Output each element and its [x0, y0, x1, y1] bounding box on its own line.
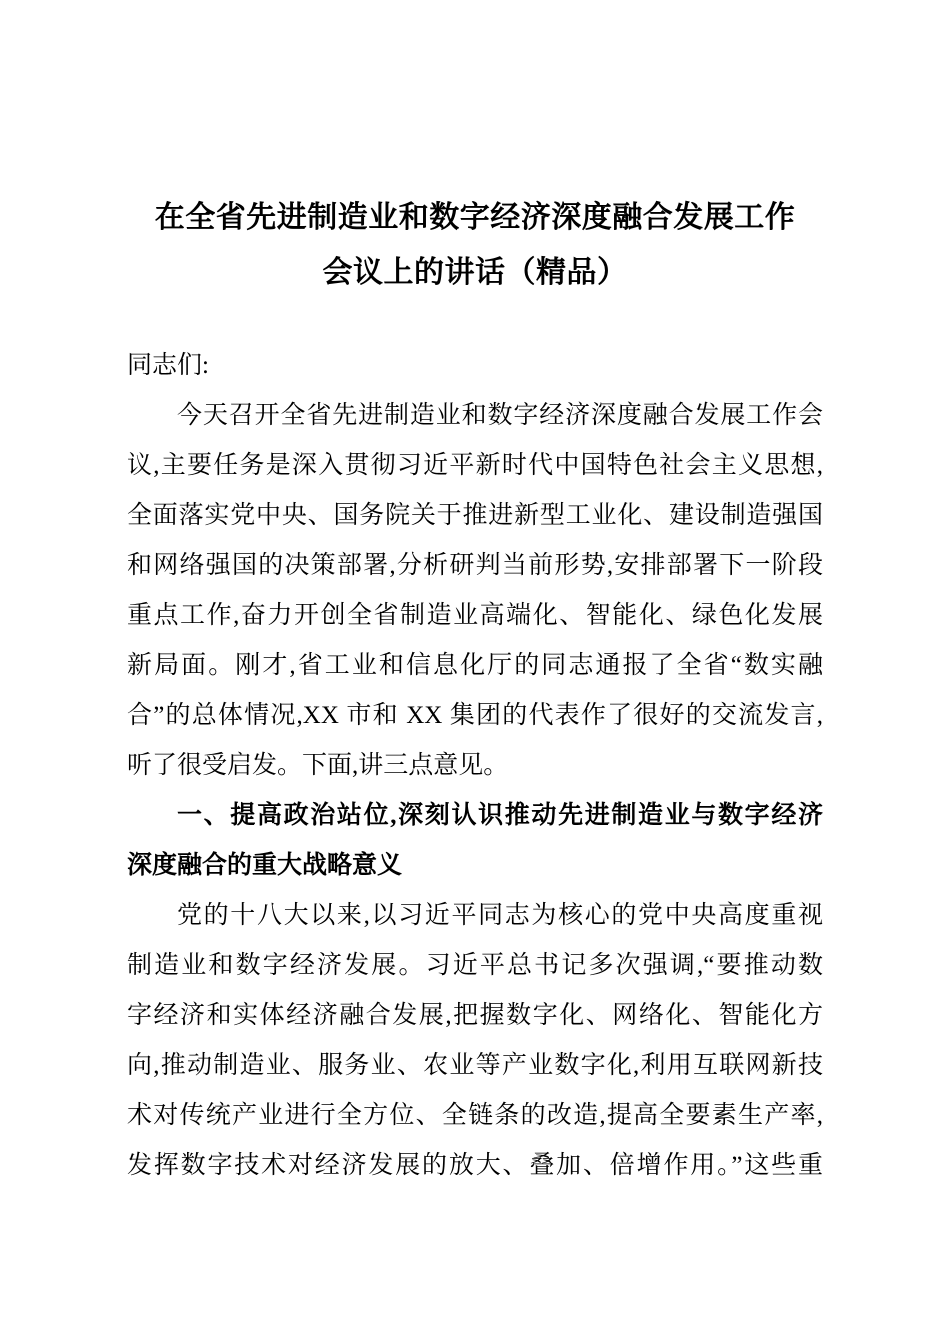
- text-line: 议,主要任务是深入贯彻习近平新时代中国特色社会主义思想,: [127, 452, 823, 479]
- text-line: 重点工作,奋力开创全省制造业高端化、智能化、绿色化发展: [127, 602, 823, 629]
- text-line: 制造业和数字经济发展。习近平总书记多次强调,“要推动数: [127, 952, 823, 979]
- document-body: [127, 341, 823, 1191]
- text-line: 同志们:: [127, 352, 209, 379]
- text-line: 今天召开全省先进制造业和数字经济深度融合发展工作会: [177, 402, 823, 429]
- text-line: 党的十八大以来,以习近平同志为核心的党中央高度重视: [177, 902, 823, 929]
- text-line: 向,推动制造业、服务业、农业等产业数字化,利用互联网新技: [127, 1052, 823, 1079]
- text-line: 发挥数字技术对经济发展的放大、叠加、倍增作用。”这些重: [127, 1152, 823, 1179]
- paragraph: [127, 391, 823, 791]
- section-heading: [127, 791, 823, 891]
- text-line: 深度融合的重大战略意义: [127, 852, 403, 879]
- text-line: 新局面。刚才,省工业和信息化厅的同志通报了全省“数实融: [127, 652, 823, 679]
- text-line: 和网络强国的决策部署,分析研判当前形势,安排部署下一阶段: [127, 552, 823, 579]
- text-line: 全面落实党中央、国务院关于推进新型工业化、建设制造强国: [127, 502, 823, 529]
- paragraph: [127, 891, 823, 1191]
- text-line: 字经济和实体经济融合发展,把握数字化、网络化、智能化方: [127, 1002, 823, 1029]
- text-line: 术对传统产业进行全方位、全链条的改造,提高全要素生产率,: [127, 1102, 823, 1129]
- text-line: 一、提高政治站位,深刻认识推动先进制造业与数字经济: [177, 802, 823, 829]
- document-title-line-1: 在全省先进制造业和数字经济深度融合发展工作: [154, 201, 796, 234]
- text-line: 合”的总体情况,XX 市和 XX 集团的代表作了很好的交流发言,: [127, 702, 823, 729]
- document-title: [127, 190, 823, 300]
- document-title-line-2: 会议上的讲话（精品）: [322, 256, 628, 289]
- text-line: 听了很受启发。下面,讲三点意见。: [127, 752, 509, 779]
- paragraph: [127, 341, 823, 391]
